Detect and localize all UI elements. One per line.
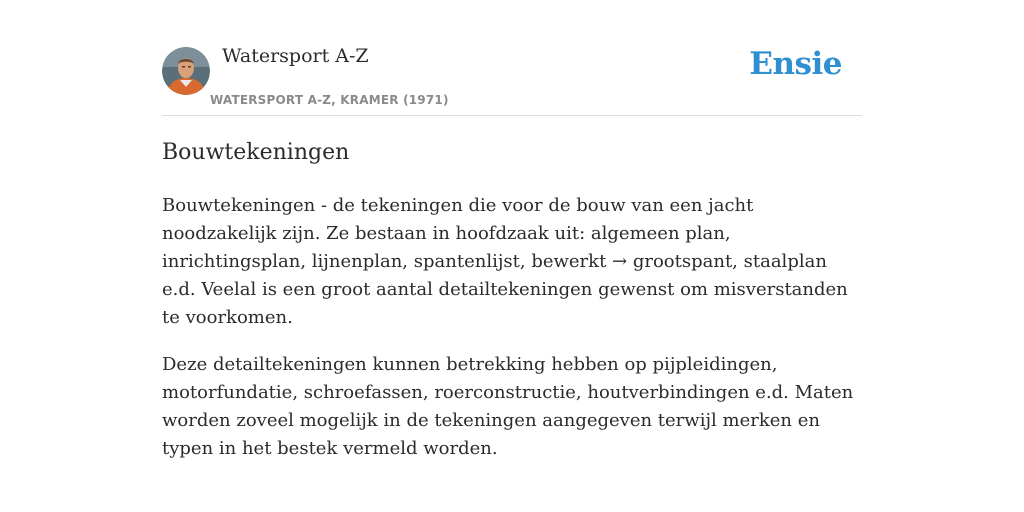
entry-card xyxy=(162,0,862,512)
entry-header xyxy=(162,0,862,116)
body-paragraph: Deze detailtekeningen kunnen betrekking hebben op pijpleidingen, motorfundatie, schroefassen, roerconstructie, houtverbindingen e.d. Maten worden zoveel mogelijk in de tekeningen aangegeven terwijl merken en typen in het bestek vermeld worden. xyxy=(162,354,854,459)
source-title[interactable]: Watersport A-Z xyxy=(222,45,369,67)
ensie-logo[interactable]: Ensie xyxy=(749,46,842,82)
page-title: Bouwtekeningen xyxy=(162,140,350,165)
author-avatar[interactable] xyxy=(162,47,210,95)
body-paragraph: Bouwtekeningen - de tekeningen die voor de bouw van een jacht noodzakelijk zijn. Ze bestaan in hoofdzaak uit: algemeen plan, inrichtingsplan, lijnenplan, spantenlijst, bewerkt → grootspant, staalplan e.d. Veelal is een groot aantal detailtekeningen gewenst om misverstanden te voorkomen. xyxy=(162,195,848,328)
source-subtitle[interactable]: WATERSPORT A-Z, KRAMER (1971) xyxy=(210,93,449,107)
entry-body xyxy=(162,192,862,482)
